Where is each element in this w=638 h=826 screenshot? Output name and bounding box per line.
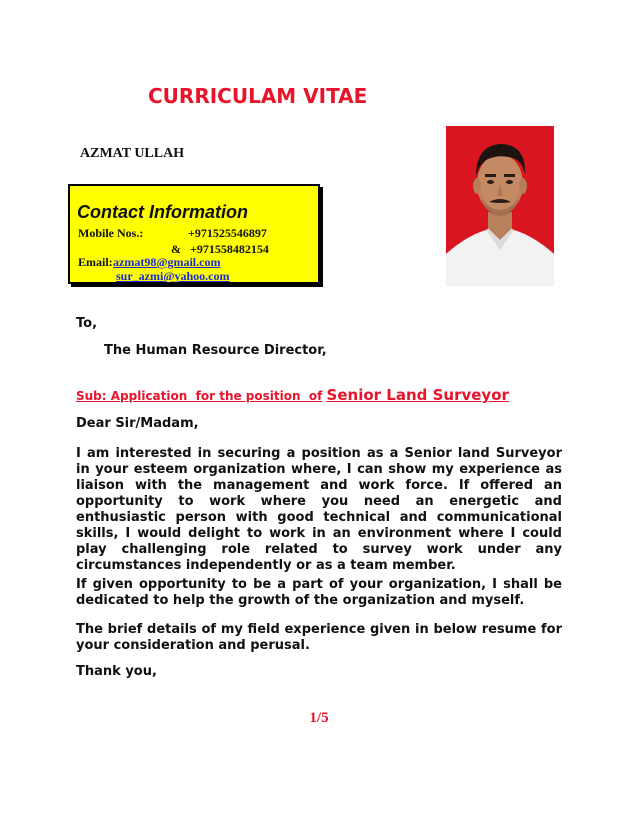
letter-recipient: The Human Resource Director,	[104, 343, 327, 358]
mobile-label: Mobile Nos.:	[78, 226, 144, 240]
email-link-1[interactable]: azmat98@gmail.com	[113, 255, 221, 269]
subject-prefix: Sub: Application for the position of	[76, 389, 323, 403]
portrait-photo-icon	[446, 126, 554, 286]
contact-heading: Contact Information	[77, 202, 248, 222]
document-title: CURRICULAM VITAE	[148, 84, 368, 108]
page-number: 1/5	[309, 710, 329, 726]
letter-paragraph-2: If given opportunity to be a part of your organization, I shall be dedicated to help the growth of the organization and myself.	[76, 577, 562, 608]
letter-paragraph-3: The brief details of my field experience given in below resume for your consideration and perusal.	[76, 622, 562, 653]
subject-position: Senior Land Surveyor	[326, 386, 509, 404]
mobile-number-1: +971525546897	[188, 226, 267, 240]
letter-closing: Thank you,	[76, 664, 157, 679]
candidate-name: AZMAT ULLAH	[80, 146, 185, 161]
portrait-photo	[446, 126, 554, 286]
letter-subject	[76, 386, 509, 404]
letter-salutation: Dear Sir/Madam,	[76, 416, 199, 431]
letter-paragraph-1: I am interested in securing a position as a Senior land Surveyor in your esteem organization where, I can show my experience as liaison with the management and work force. If offered an opportunity to work where you need an energetic and enthusiastic person with good technical and communicational skills, I would delight to work in an environment where I could play challenging role related to survey work under any circumstances independently or as a team member.	[76, 446, 562, 573]
contact-information-box	[68, 184, 320, 284]
letter-to: To,	[76, 316, 98, 331]
email-label: Email:	[78, 255, 113, 269]
mobile-number-2: & +971558482154	[171, 242, 269, 256]
email-link-2[interactable]: sur_azmi@yahoo.com	[116, 269, 230, 283]
